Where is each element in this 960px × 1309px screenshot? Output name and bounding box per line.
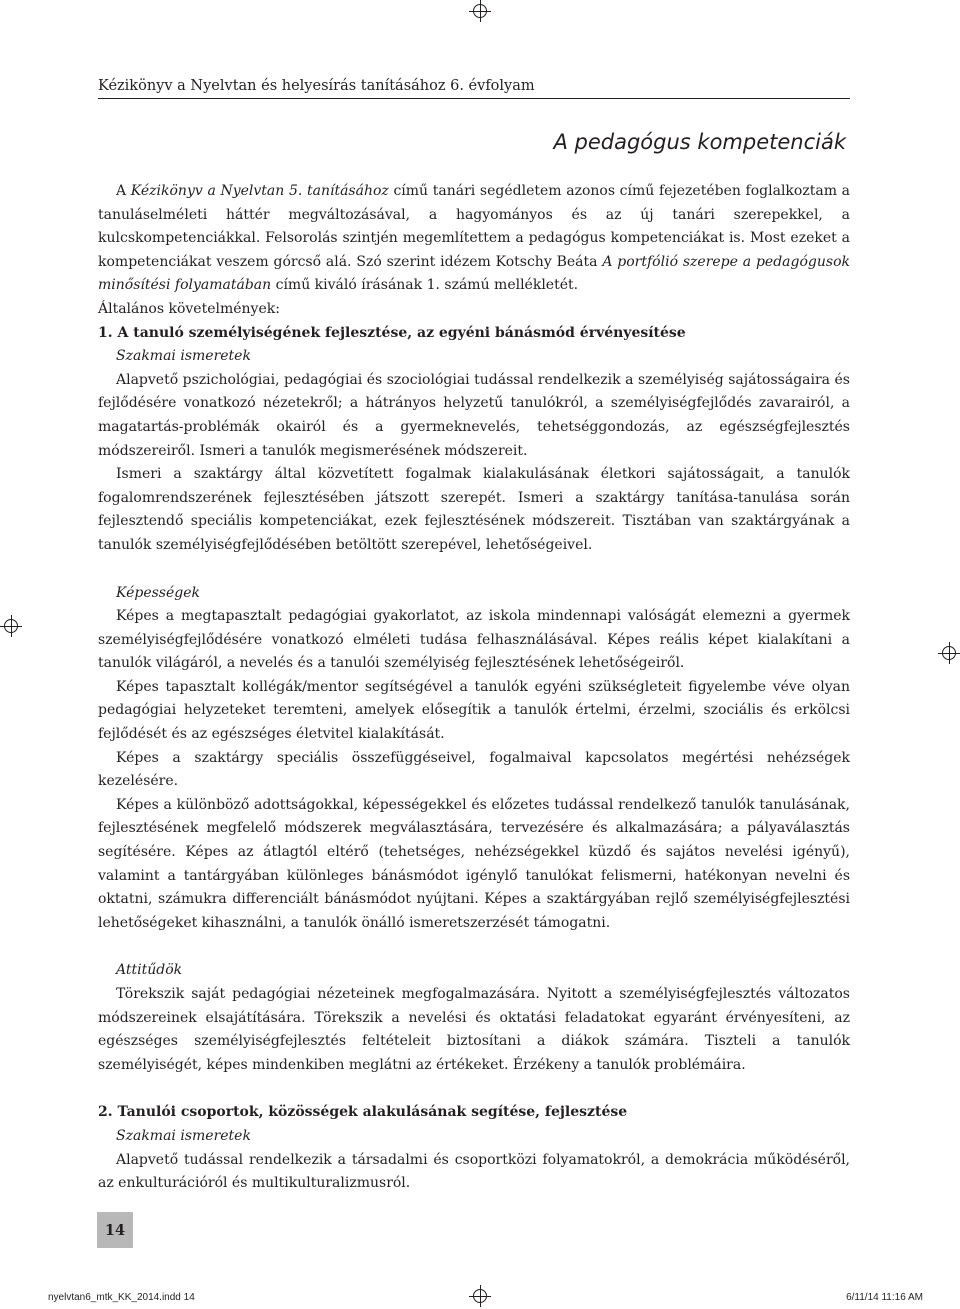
section-2-knowledge-paragraph: Alapvető tudással rendelkezik a társadalmi és csoportközi folyamatokról, a demokrácia működéséről, az enkulturációról és multikulturalizmusról. [98,1151,850,1192]
section-1-heading: 1. A tanuló személyiségének fejlesztése, az egyéni bánásmód érvényesítése [98,324,686,341]
registration-mark-icon [4,619,18,633]
page-number: 14 [97,1212,133,1248]
section-1-attitudes-paragraph: Törekszik saját pedagógiai nézeteinek megfogalmazására. Nyitott a személyiségfejlesztés változatos módszereinek elsajátítására. Törekszik a nevelési és oktatási feladatokat egyaránt érvényesíteni, az egészséges személyiségfejlesztés feltételeit biztosítani a diákok számára. Tiszteli a tanulók személyiségét, képes mindenkiben meglátni az értékeket. Érzékeny a tanulók problémáira. [98,986,850,1073]
section-1-knowledge-paragraph: Alapvető pszichológiai, pedagógiai és szociológiai tudással rendelkezik a személyiség sajátosságaira és fejlődésére vonatkozó nézetekről; a hátrányos helyzetű tanulókról, a személyiségfejlődés zavarairól, a magatartás-problémák okairól és a gyermeknevelés, tehetséggondozás, az egészségfejlesztés módszereiről. Ismeri a tanulók megismerésének módszereit. [98,371,850,459]
registration-mark-icon [473,4,487,18]
intro-text: című tanári segédletem azonos című fejezetében foglalkoztam a tanuláselméleti háttér megváltozásával, a hagyományos és az új tanári szerepekkel, a kulcskompetenciákkal. Felsorolás szintjén megemlítettem a pedagógus kompetenciákat is. Most ezeket a kompetenciákat veszem górcső alá. Szó szerint idézem Kotschy Beáta [98,183,850,270]
section-2-knowledge-label: Szakmai ismeretek [116,1127,251,1144]
intro-book-title: Kézikönyv a Nyelvtan 5. tanításához [130,183,389,199]
section-1-knowledge-paragraph: Ismeri a szaktárgy által közvetített fogalmak kialakulásának életkori sajátosságait, a tanulók fogalomrendszerének fejlesztésében játszott szerepét. Ismeri a szaktárgy tanítása-tanulása során fejlesztendő speciális kompetenciákat, ezek fejlesztésének módszereit. Tisztában van szaktárgyának a tanulók személyiségfejlődésében betöltött szerepével, lehetőségeivel. [98,466,850,553]
registration-mark-icon [473,1289,487,1303]
intro-text: című kiváló írásának 1. számú mellékletét. [271,277,579,294]
intro-article-title: A portfólió szerepe a pedagógusok minősítési folyamatában [98,253,850,294]
section-1-knowledge-label: Szakmai ismeretek [116,348,251,365]
intro-text: A [116,183,131,199]
section-2-heading: 2. Tanulói csoportok, közösségek alakulásának segítése, fejlesztése [98,1104,628,1121]
intro-paragraph [98,180,850,298]
body-text [98,180,850,1196]
general-requirements-label: Általános követelmények: [98,300,280,317]
section-1-skills-paragraph: Képes a különböző adottságokkal, képességekkel és előzetes tudással rendelkező tanulók tanulásának, fejlesztésének megfelelő módszerek megválasztására, tervezésére és alkalmazására; a pályaválasztás segítésére. Képes az átlagtól eltérő (tehetséges, nehézségekkel küzdő és sajátos nevelési igényű), valamint a tantárgyában különleges bánásmódot igénylő tanulókat felismerni, hatékonyan nevelni és oktatni, számukra differenciált bánásmódot nyújtani. Képes a szaktárgyában rejlő személyiségfejlesztési lehetőségeket kihasználni, a tanulók önálló ismeretszerzését támogatni. [98,796,850,931]
registration-mark-icon [942,646,956,660]
header-rule [98,98,850,99]
footer-date-info: 6/11/14 11:16 AM [846,1292,923,1303]
section-1-skills-label: Képességek [116,584,200,601]
section-1-attitudes-label: Attitűdök [116,962,183,979]
section-1-skills-paragraph: Képes a szaktárgy speciális összefüggéseivel, fogalmaival kapcsolatos megértési nehézségek kezelésére. [98,749,850,790]
page-title: A pedagógus kompetenciák [553,130,846,154]
footer-file-info: nyelvtan6_mtk_KK_2014.indd 14 [48,1292,195,1303]
section-1-skills-paragraph: Képes tapasztalt kollégák/mentor segítségével a tanulók egyéni szükségleteit figyelembe véve olyan pedagógiai helyzeteket teremteni, amelyek elősegítik a tanulók értelmi, érzelmi, szociális és erkölcsi fejlődését és az egészséges életvitel kialakítását. [98,678,850,743]
running-head: Kézikönyv a Nyelvtan és helyesírás tanításához 6. évfolyam [98,78,535,94]
section-1-skills-paragraph: Képes a megtapasztalt pedagógiai gyakorlatot, az iskola mindennapi valóságát elemezni a gyermek személyiségfejlődésére vonatkozó elméleti tudása felhasználásával. Képes reális képet kialakítani a tanulók világáról, a nevelés és a tanulói személyiség fejlesztésének lehetőségeiről. [98,608,850,672]
